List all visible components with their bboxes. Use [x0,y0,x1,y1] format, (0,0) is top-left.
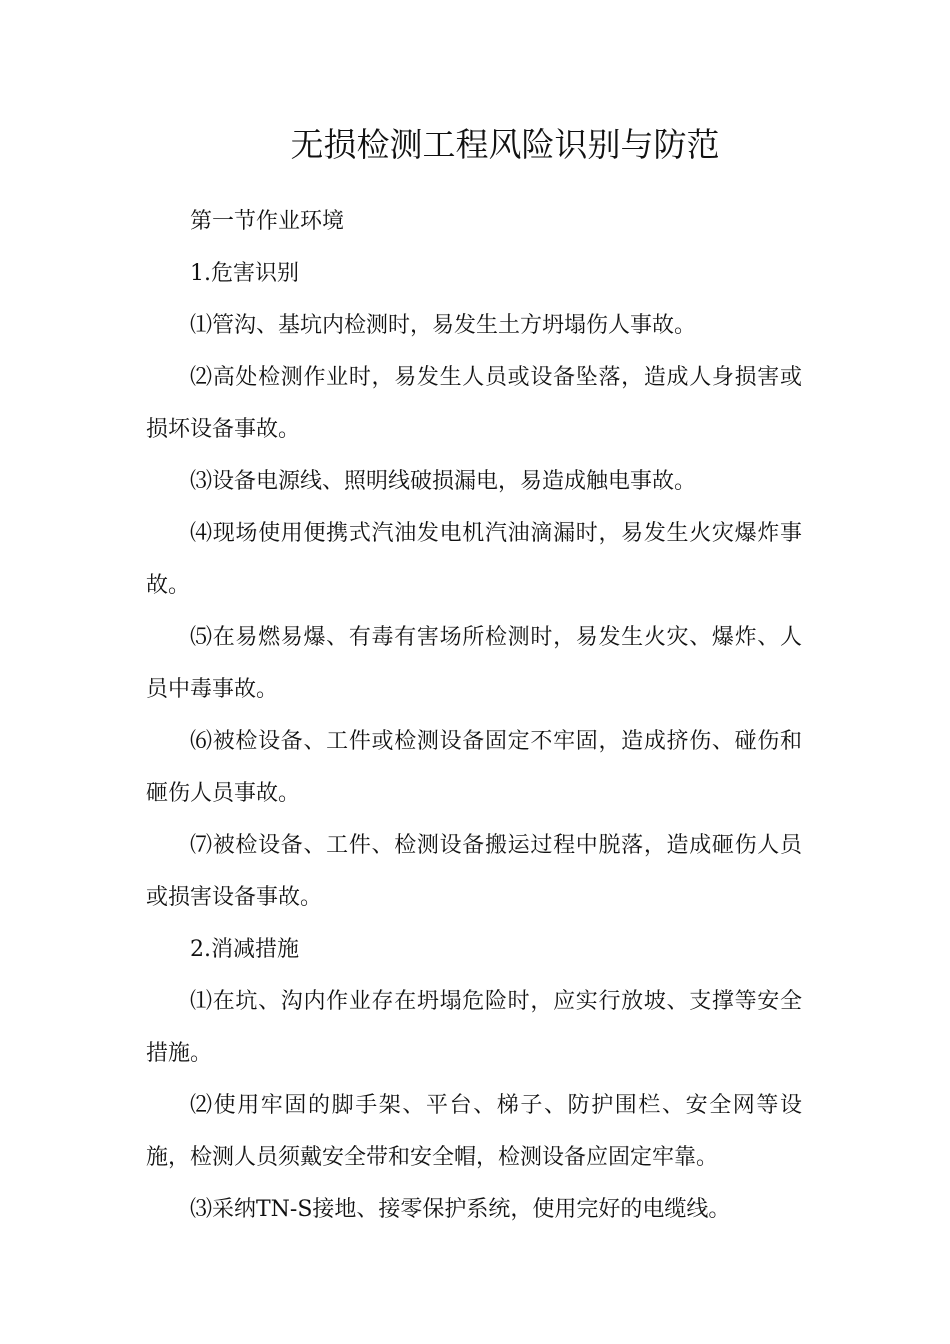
section-heading: 第一节作业环境 [190,209,345,234]
mitigation-item-1: ⑴在坑、沟内作业存在坍塌危险时，应实行放坡、支撑等安全措施。 [146,989,802,1066]
hazard-item-1: ⑴管沟、基坑内检测时，易发生土方坍塌伤人事故。 [190,313,697,338]
subsection-heading-mitigation: 2.消减措施 [190,937,299,962]
mitigation-item-2: ⑵使用牢固的脚手架、平台、梯子、防护围栏、安全网等设施，检测人员须戴安全带和安全帽，检测设备应固定牢靠。 [146,1093,802,1170]
hazard-item-2: ⑵高处检测作业时，易发生人员或设备坠落，造成人身损害或损坏设备事故。 [146,365,802,442]
hazard-item-3: ⑶设备电源线、照明线破损漏电，易造成触电事故。 [190,469,697,494]
subsection-heading-hazard-identification: 1.危害识别 [190,261,299,286]
hazard-item-7: ⑺被检设备、工件、检测设备搬运过程中脱落，造成砸伤人员或损害设备事故。 [146,833,802,910]
hazard-item-4: ⑷现场使用便携式汽油发电机汽油滴漏时，易发生火灾爆炸事故。 [146,521,802,598]
document-body [146,196,802,1236]
hazard-item-6: ⑹被检设备、工件或检测设备固定不牢固，造成挤伤、碰伤和砸伤人员事故。 [146,729,802,806]
hazard-item-5: ⑸在易燃易爆、有毒有害场所检测时，易发生火灾、爆炸、人员中毒事故。 [146,625,802,702]
mitigation-item-3: ⑶采纳TN-S接地、接零保护系统，使用完好的电缆线。 [190,1197,731,1222]
document-title: 无损检测工程风险识别与防范 [290,125,720,164]
